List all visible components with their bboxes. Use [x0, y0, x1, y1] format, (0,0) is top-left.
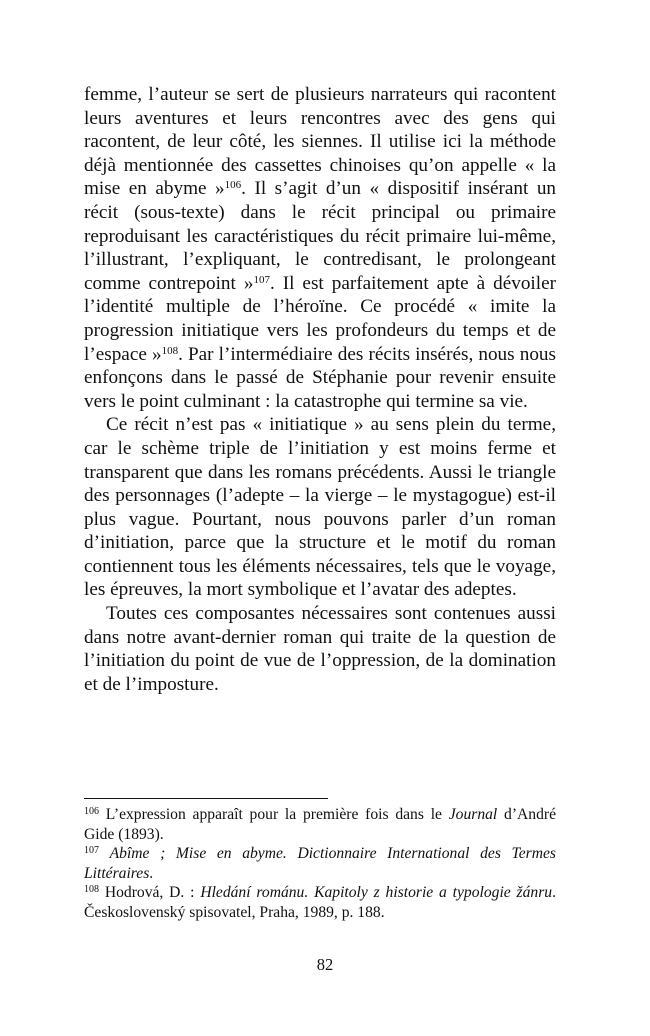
- footnote-number: 107: [84, 845, 99, 856]
- footnote-107: [84, 844, 556, 883]
- footnotes: [84, 805, 556, 922]
- footnote-title: Hledání románu. Kapitoly z historie a typologie žánru: [200, 884, 553, 901]
- footnote-title: Journal: [448, 806, 498, 823]
- footnote-108: [84, 883, 556, 922]
- footnote-ref-108[interactable]: 108: [161, 344, 179, 357]
- page-number: 82: [316, 955, 334, 974]
- footnote-separator: [84, 798, 328, 799]
- footnote-ref-106[interactable]: 106: [224, 179, 242, 192]
- footnote-title: Abîme ; Mise en abyme. Dictionnaire International des Termes Littéraires: [84, 845, 557, 882]
- footnote-text-after: . Československý spisovatel, Praha, 1989, p. 188.: [84, 884, 556, 921]
- footnote-ref-107[interactable]: 107: [253, 273, 270, 286]
- footnote-number: 106: [84, 806, 99, 817]
- paragraph-2: Ce récit n’est pas « initiatique » au sens plein du terme, car le schème triple de l’initiation y est moins ferme et transparent que dans les romans précédents. Aussi le triangle des personnages (l’adepte – la vierge – le mystagogue) est-il plus vague. Pourtant, nous pouvons parler d’un roman d’initiation, parce que la structure et le motif du roman contiennent tous les éléments nécessaires, tels que le voyage, les épreuves, la mort symbolique et l’avatar des adeptes.: [84, 414, 556, 601]
- paragraph-1-part-3: . Il est parfaitement apte à dévoiler l’identité multiple de l’héroïne. Ce procédé « imite la progression initiatique vers les profondeurs du temps et de l’espace »: [84, 272, 556, 365]
- body-text: [84, 83, 556, 696]
- paragraph-1-part-4: . Par l’intermédiaire des récits insérés, nous nous enfonçons dans le passé de Stéphanie pour revenir ensuite vers le point culminant : la catastrophe qui termine sa vie.: [84, 343, 556, 412]
- footnote-106: [84, 805, 556, 844]
- paragraph-1: [84, 83, 556, 413]
- footnote-number: 108: [84, 884, 99, 895]
- paragraph-1-part-2: . Il s’agit d’un « dispositif insérant un récit (sous-texte) dans le récit principal ou primaire reproduisant les caractéristiques du récit primaire lui-même, l’illustrant, l’expliquant, le contredisant, le prolongeant comme contrepoint »: [84, 178, 557, 294]
- footnote-text-after: d’André Gide (1893).: [84, 806, 557, 843]
- footnote-text-after: .: [149, 864, 154, 882]
- paragraph-1-part-1: femme, l’auteur se sert de plusieurs narrateurs qui racontent leurs aventures et leurs rencontres avec des gens qui racontent, de leur côté, les siennes. Il utilise ici la méthode déjà mentionnée des cassettes chinoises qu’on appelle « la mise en abyme »: [84, 84, 556, 200]
- paragraph-3: Toutes ces composantes nécessaires sont contenues aussi dans notre avant-dernier roman qui traite de la question de l’initiation du point de vue de l’oppression, de la domination et de l’imposture.: [84, 603, 556, 695]
- footnote-text: Hodrová, D. :: [104, 884, 201, 901]
- footnote-text: L’expression apparaît pour la première fois dans le: [105, 806, 449, 823]
